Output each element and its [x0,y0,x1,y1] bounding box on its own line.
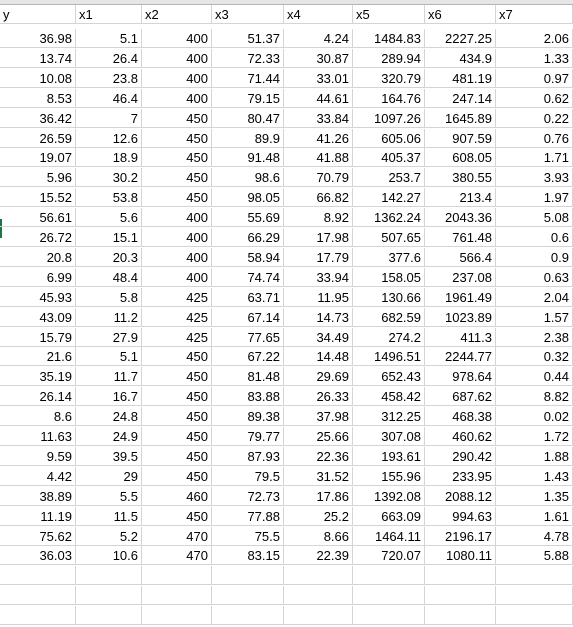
table-cell[interactable]: 5.96 [0,168,76,187]
table-cell[interactable]: 77.88 [212,507,284,526]
table-cell[interactable]: 43.09 [0,308,76,327]
table-cell[interactable]: 46.4 [76,89,142,108]
table-cell[interactable]: 63.71 [212,288,284,307]
table-cell[interactable]: 2043.36 [425,208,496,227]
table-cell[interactable]: 8.82 [496,387,573,406]
table-cell[interactable]: 79.5 [212,467,284,486]
table-cell[interactable]: 34.49 [284,328,353,347]
table-cell[interactable]: 44.61 [284,89,353,108]
table-cell[interactable]: 1.33 [496,49,573,68]
table-cell[interactable] [0,606,76,625]
table-cell[interactable]: 75.62 [0,527,76,546]
table-cell[interactable]: 10.6 [76,546,142,565]
table-cell[interactable]: 53.8 [76,188,142,207]
table-cell[interactable]: 5.2 [76,527,142,546]
table-cell[interactable]: 213.4 [425,188,496,207]
header-cell-x7[interactable]: x7 [496,5,573,24]
table-cell[interactable]: 233.95 [425,467,496,486]
table-cell[interactable] [0,586,76,605]
table-cell[interactable]: 470 [142,527,212,546]
table-cell[interactable]: 55.69 [212,208,284,227]
table-cell[interactable]: 0.22 [496,109,573,128]
table-cell[interactable]: 51.37 [212,29,284,48]
table-cell[interactable]: 77.65 [212,328,284,347]
table-cell[interactable]: 8.53 [0,89,76,108]
table-cell[interactable] [142,566,212,585]
table-cell[interactable]: 1464.11 [353,527,425,546]
table-cell[interactable]: 682.59 [353,308,425,327]
table-cell[interactable]: 450 [142,347,212,366]
table-cell[interactable]: 89.9 [212,129,284,148]
table-cell[interactable]: 4.78 [496,527,573,546]
table-cell[interactable]: 29 [76,467,142,486]
table-cell[interactable]: 26.33 [284,387,353,406]
table-cell[interactable]: 450 [142,507,212,526]
table-cell[interactable] [212,586,284,605]
table-cell[interactable]: 400 [142,69,212,88]
table-cell[interactable]: 142.27 [353,188,425,207]
table-cell[interactable]: 83.15 [212,546,284,565]
table-cell[interactable] [0,566,76,585]
table-cell[interactable] [353,586,425,605]
header-cell-x6[interactable]: x6 [425,5,496,24]
table-cell[interactable]: 2.04 [496,288,573,307]
table-cell[interactable]: 3.93 [496,168,573,187]
table-cell[interactable]: 400 [142,208,212,227]
table-cell[interactable]: 67.22 [212,347,284,366]
table-cell[interactable]: 11.5 [76,507,142,526]
table-cell[interactable]: 26.4 [76,49,142,68]
table-cell[interactable]: 41.88 [284,148,353,167]
table-cell[interactable]: 994.63 [425,507,496,526]
header-cell-x4[interactable]: x4 [284,5,353,24]
table-cell[interactable]: 1097.26 [353,109,425,128]
table-cell[interactable]: 27.9 [76,328,142,347]
table-cell[interactable]: 507.65 [353,228,425,247]
table-cell[interactable]: 31.52 [284,467,353,486]
table-cell[interactable]: 98.05 [212,188,284,207]
table-cell[interactable]: 15.52 [0,188,76,207]
table-cell[interactable]: 2227.25 [425,29,496,48]
header-cell-x1[interactable]: x1 [76,5,142,24]
table-cell[interactable]: 20.3 [76,248,142,267]
table-cell[interactable] [284,566,353,585]
table-cell[interactable]: 11.63 [0,427,76,446]
table-cell[interactable]: 17.98 [284,228,353,247]
table-cell[interactable]: 0.9 [496,248,573,267]
table-cell[interactable]: 0.6 [496,228,573,247]
table-cell[interactable]: 450 [142,467,212,486]
table-cell[interactable]: 36.03 [0,546,76,565]
table-cell[interactable]: 48.4 [76,268,142,287]
table-cell[interactable]: 5.6 [76,208,142,227]
table-cell[interactable]: 17.86 [284,487,353,506]
table-cell[interactable]: 0.63 [496,268,573,287]
table-cell[interactable]: 18.9 [76,148,142,167]
table-cell[interactable]: 907.59 [425,129,496,148]
table-cell[interactable]: 400 [142,49,212,68]
table-cell[interactable]: 0.44 [496,367,573,386]
table-cell[interactable]: 290.42 [425,447,496,466]
table-cell[interactable]: 0.32 [496,347,573,366]
table-cell[interactable]: 79.77 [212,427,284,446]
table-cell[interactable]: 400 [142,248,212,267]
table-cell[interactable]: 56.61 [0,208,76,227]
table-cell[interactable]: 38.89 [0,487,76,506]
table-cell[interactable]: 29.69 [284,367,353,386]
table-cell[interactable]: 7 [76,109,142,128]
table-cell[interactable]: 1.61 [496,507,573,526]
header-cell-x5[interactable]: x5 [353,5,425,24]
table-cell[interactable]: 450 [142,188,212,207]
table-cell[interactable]: 2.38 [496,328,573,347]
table-cell[interactable]: 8.66 [284,527,353,546]
header-cell-x2[interactable]: x2 [142,5,212,24]
table-cell[interactable]: 1961.49 [425,288,496,307]
table-cell[interactable]: 67.14 [212,308,284,327]
table-cell[interactable]: 11.7 [76,367,142,386]
table-cell[interactable]: 5.8 [76,288,142,307]
table-cell[interactable]: 425 [142,308,212,327]
table-cell[interactable]: 155.96 [353,467,425,486]
table-cell[interactable]: 25.2 [284,507,353,526]
table-cell[interactable]: 377.6 [353,248,425,267]
table-cell[interactable]: 312.25 [353,407,425,426]
table-cell[interactable]: 8.92 [284,208,353,227]
table-cell[interactable]: 605.06 [353,129,425,148]
table-cell[interactable]: 761.48 [425,228,496,247]
table-cell[interactable]: 30.2 [76,168,142,187]
table-cell[interactable]: 11.2 [76,308,142,327]
table-cell[interactable]: 2088.12 [425,487,496,506]
table-cell[interactable]: 15.1 [76,228,142,247]
table-cell[interactable]: 450 [142,447,212,466]
table-cell[interactable] [76,566,142,585]
table-cell[interactable]: 468.38 [425,407,496,426]
table-cell[interactable]: 5.5 [76,487,142,506]
table-cell[interactable]: 83.88 [212,387,284,406]
table-cell[interactable] [496,566,573,585]
table-cell[interactable]: 450 [142,407,212,426]
table-cell[interactable]: 458.42 [353,387,425,406]
table-cell[interactable]: 0.97 [496,69,573,88]
table-cell[interactable]: 247.14 [425,89,496,108]
table-cell[interactable]: 400 [142,29,212,48]
table-cell[interactable]: 58.94 [212,248,284,267]
table-cell[interactable]: 26.72 [0,228,76,247]
table-cell[interactable]: 41.26 [284,129,353,148]
table-cell[interactable]: 70.79 [284,168,353,187]
table-cell[interactable]: 89.38 [212,407,284,426]
table-cell[interactable]: 978.64 [425,367,496,386]
table-cell[interactable]: 400 [142,89,212,108]
table-cell[interactable] [142,606,212,625]
table-cell[interactable]: 24.8 [76,407,142,426]
table-cell[interactable]: 470 [142,546,212,565]
table-cell[interactable]: 21.6 [0,347,76,366]
table-cell[interactable]: 45.93 [0,288,76,307]
table-cell[interactable]: 450 [142,367,212,386]
table-cell[interactable]: 450 [142,109,212,128]
table-cell[interactable] [425,606,496,625]
table-cell[interactable]: 1362.24 [353,208,425,227]
table-cell[interactable]: 237.08 [425,268,496,287]
table-cell[interactable]: 1.88 [496,447,573,466]
table-cell[interactable]: 20.8 [0,248,76,267]
table-cell[interactable] [284,586,353,605]
table-cell[interactable]: 450 [142,168,212,187]
table-cell[interactable] [76,586,142,605]
table-cell[interactable]: 5.88 [496,546,573,565]
table-cell[interactable]: 23.8 [76,69,142,88]
table-cell[interactable]: 12.6 [76,129,142,148]
table-cell[interactable]: 460.62 [425,427,496,446]
table-cell[interactable]: 434.9 [425,49,496,68]
table-cell[interactable]: 37.98 [284,407,353,426]
table-cell[interactable]: 33.84 [284,109,353,128]
table-cell[interactable]: 9.59 [0,447,76,466]
table-cell[interactable]: 72.33 [212,49,284,68]
table-cell[interactable] [212,606,284,625]
table-cell[interactable]: 193.61 [353,447,425,466]
table-cell[interactable] [425,566,496,585]
table-cell[interactable]: 26.59 [0,129,76,148]
table-cell[interactable]: 35.19 [0,367,76,386]
table-cell[interactable]: 2.06 [496,29,573,48]
table-cell[interactable]: 481.19 [425,69,496,88]
table-cell[interactable]: 98.6 [212,168,284,187]
table-cell[interactable]: 405.37 [353,148,425,167]
table-cell[interactable]: 1080.11 [425,546,496,565]
table-cell[interactable]: 11.95 [284,288,353,307]
table-cell[interactable] [76,606,142,625]
table-cell[interactable] [425,586,496,605]
table-cell[interactable]: 36.42 [0,109,76,128]
table-cell[interactable]: 2196.17 [425,527,496,546]
table-cell[interactable]: 2244.77 [425,347,496,366]
table-cell[interactable]: 400 [142,228,212,247]
table-cell[interactable]: 1023.89 [425,308,496,327]
table-cell[interactable]: 14.48 [284,347,353,366]
table-cell[interactable]: 720.07 [353,546,425,565]
table-cell[interactable]: 1.43 [496,467,573,486]
table-cell[interactable]: 0.62 [496,89,573,108]
table-cell[interactable] [496,606,573,625]
table-cell[interactable]: 1.97 [496,188,573,207]
table-cell[interactable]: 16.7 [76,387,142,406]
table-cell[interactable]: 0.02 [496,407,573,426]
table-cell[interactable]: 274.2 [353,328,425,347]
table-cell[interactable]: 0.76 [496,129,573,148]
table-cell[interactable]: 4.24 [284,29,353,48]
table-cell[interactable]: 663.09 [353,507,425,526]
table-cell[interactable]: 1484.83 [353,29,425,48]
table-cell[interactable]: 22.36 [284,447,353,466]
table-cell[interactable]: 450 [142,148,212,167]
table-cell[interactable]: 1496.51 [353,347,425,366]
table-cell[interactable]: 6.99 [0,268,76,287]
table-cell[interactable]: 39.5 [76,447,142,466]
table-cell[interactable]: 687.62 [425,387,496,406]
table-cell[interactable]: 253.7 [353,168,425,187]
table-cell[interactable]: 1.57 [496,308,573,327]
table-cell[interactable]: 130.66 [353,288,425,307]
table-cell[interactable]: 425 [142,288,212,307]
table-cell[interactable] [353,606,425,625]
table-cell[interactable]: 1392.08 [353,487,425,506]
table-cell[interactable]: 1.35 [496,487,573,506]
table-cell[interactable]: 450 [142,427,212,446]
table-cell[interactable]: 11.19 [0,507,76,526]
table-cell[interactable]: 14.73 [284,308,353,327]
table-cell[interactable]: 79.15 [212,89,284,108]
table-cell[interactable]: 400 [142,268,212,287]
table-cell[interactable]: 652.43 [353,367,425,386]
table-cell[interactable]: 425 [142,328,212,347]
table-cell[interactable]: 19.07 [0,148,76,167]
table-cell[interactable]: 33.94 [284,268,353,287]
header-cell-y[interactable]: y [0,5,76,24]
table-cell[interactable]: 24.9 [76,427,142,446]
table-cell[interactable] [496,586,573,605]
table-cell[interactable]: 1.72 [496,427,573,446]
table-cell[interactable]: 26.14 [0,387,76,406]
table-cell[interactable]: 13.74 [0,49,76,68]
table-cell[interactable]: 450 [142,387,212,406]
table-cell[interactable]: 566.4 [425,248,496,267]
table-cell[interactable]: 87.93 [212,447,284,466]
table-cell[interactable]: 411.3 [425,328,496,347]
table-cell[interactable]: 1645.89 [425,109,496,128]
table-cell[interactable]: 5.1 [76,347,142,366]
table-cell[interactable]: 460 [142,487,212,506]
table-cell[interactable]: 66.82 [284,188,353,207]
table-cell[interactable]: 71.44 [212,69,284,88]
table-cell[interactable] [353,566,425,585]
table-cell[interactable] [212,566,284,585]
table-cell[interactable]: 17.79 [284,248,353,267]
table-cell[interactable] [142,586,212,605]
table-cell[interactable]: 25.66 [284,427,353,446]
table-cell[interactable]: 289.94 [353,49,425,68]
table-cell[interactable]: 5.1 [76,29,142,48]
table-cell[interactable]: 75.5 [212,527,284,546]
table-cell[interactable]: 72.73 [212,487,284,506]
table-cell[interactable]: 320.79 [353,69,425,88]
table-cell[interactable]: 74.74 [212,268,284,287]
table-cell[interactable]: 4.42 [0,467,76,486]
table-cell[interactable]: 36.98 [0,29,76,48]
table-cell[interactable]: 66.29 [212,228,284,247]
table-cell[interactable]: 30.87 [284,49,353,68]
table-cell[interactable]: 1.71 [496,148,573,167]
table-cell[interactable] [284,606,353,625]
table-cell[interactable]: 307.08 [353,427,425,446]
table-cell[interactable]: 450 [142,129,212,148]
table-cell[interactable]: 158.05 [353,268,425,287]
table-cell[interactable]: 15.79 [0,328,76,347]
table-cell[interactable]: 8.6 [0,407,76,426]
table-cell[interactable]: 164.76 [353,89,425,108]
table-cell[interactable]: 5.08 [496,208,573,227]
table-cell[interactable]: 380.55 [425,168,496,187]
table-cell[interactable]: 33.01 [284,69,353,88]
table-cell[interactable]: 22.39 [284,546,353,565]
header-cell-x3[interactable]: x3 [212,5,284,24]
table-cell[interactable]: 608.05 [425,148,496,167]
table-cell[interactable]: 81.48 [212,367,284,386]
table-cell[interactable]: 91.48 [212,148,284,167]
table-cell[interactable]: 10.08 [0,69,76,88]
table-cell[interactable]: 80.47 [212,109,284,128]
